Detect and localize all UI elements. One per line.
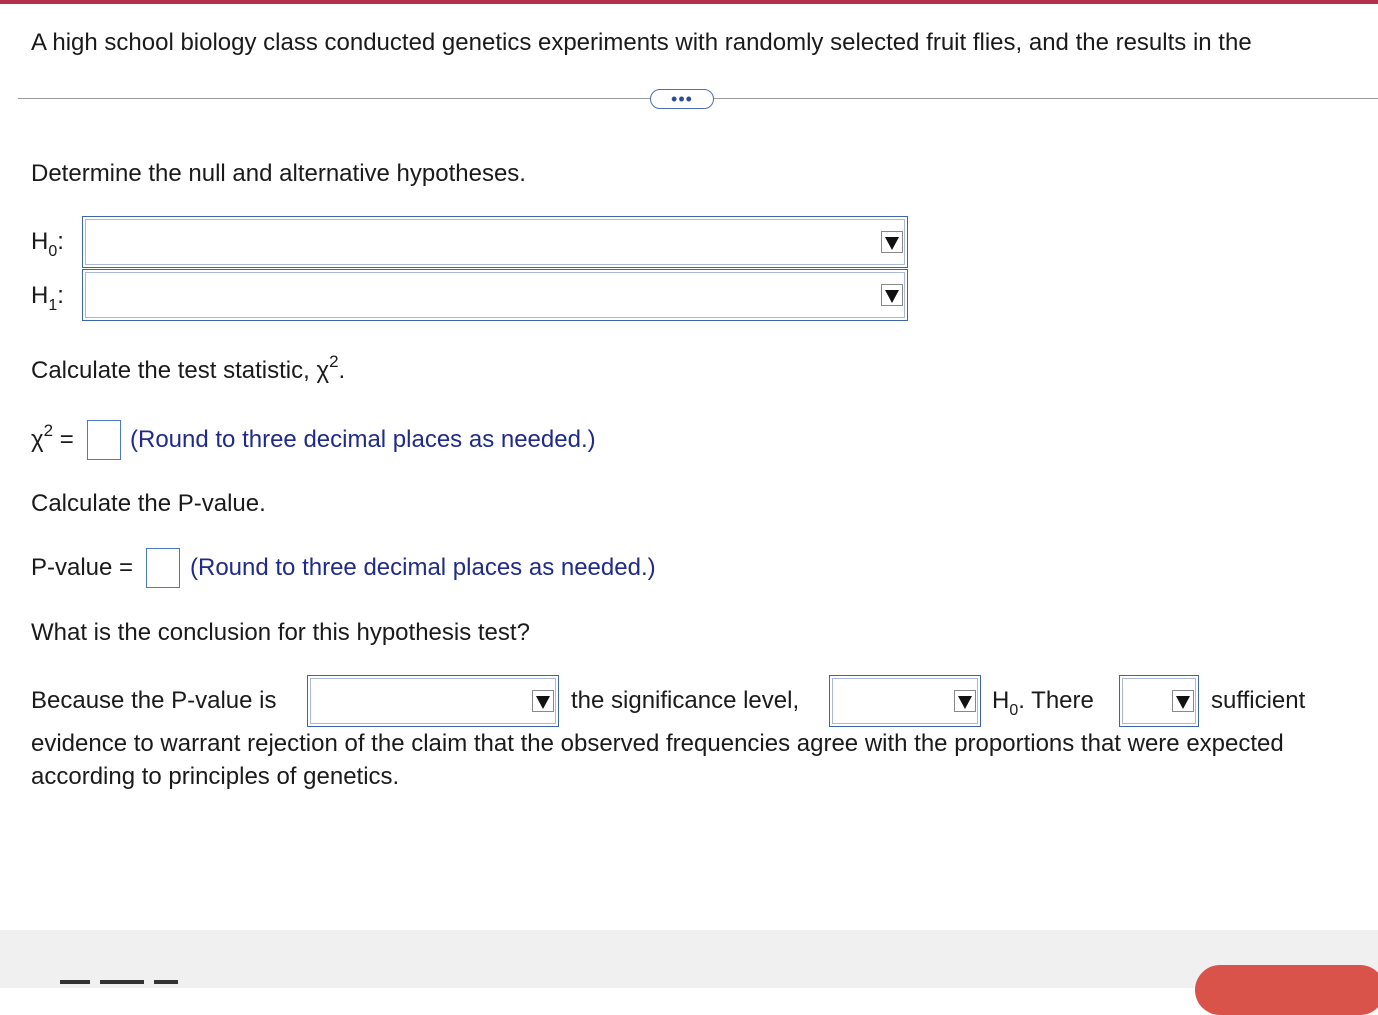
evidence-dropdown[interactable] [1119,675,1199,727]
h1-dropdown-field [85,272,905,318]
conclusion-text-line3: according to principles of genetics. [31,763,400,790]
chi-square-rounding-hint: (Round to three decimal places as needed.) [130,426,596,453]
dropdown-arrow-icon [1172,690,1194,712]
hypotheses-prompt: Determine the null and alternative hypotheses. [31,160,526,187]
h1-dropdown[interactable] [82,269,908,321]
expand-question-button[interactable] [650,89,714,109]
reject-decision-dropdown[interactable] [829,675,981,727]
p-value-prompt: Calculate the P-value. [31,490,266,517]
top-accent-bar [0,0,1378,4]
chi-square-label: $\chi^2$ = [31,421,74,453]
dropdown-arrow-icon [881,284,903,306]
conclusion-text-3: $H_0$. There [992,687,1094,719]
conclusion-text-line2: evidence to warrant rejection of the claim that the observed frequencies agree with the proportions that were expected [31,730,1284,757]
h0-label: $H_0$: [31,228,64,260]
conclusion-text-2: the significance level, [571,687,800,714]
conclusion-prompt: What is the conclusion for this hypothesis test? [31,619,530,646]
next-button[interactable] [1195,965,1378,1015]
conclusion-text-1: Because the P-value is [31,687,277,714]
conclusion-text-4: sufficient [1211,687,1306,714]
h0-dropdown-field [85,219,905,265]
p-value-rounding-hint: (Round to three decimal places as needed.) [190,554,656,581]
question-text: A high school biology class conducted genetics experiments with randomly selected fruit flies, and the results in the [31,29,1252,56]
status-label-clipped [60,980,220,988]
h1-label: $H_1$: [31,282,64,314]
ellipsis-icon: ••• [671,89,693,109]
pvalue-comparison-dropdown[interactable] [307,675,559,727]
pvalue-comparison-field [310,678,556,724]
p-value-input[interactable] [146,548,180,588]
h0-dropdown[interactable] [82,216,908,268]
p-value-label: P-value = [31,554,134,581]
dropdown-arrow-icon [532,690,554,712]
test-statistic-prompt: Calculate the test statistic, $\chi^2$. [31,352,346,384]
chi-square-input[interactable] [87,420,121,460]
dropdown-arrow-icon [881,231,903,253]
dropdown-arrow-icon [954,690,976,712]
